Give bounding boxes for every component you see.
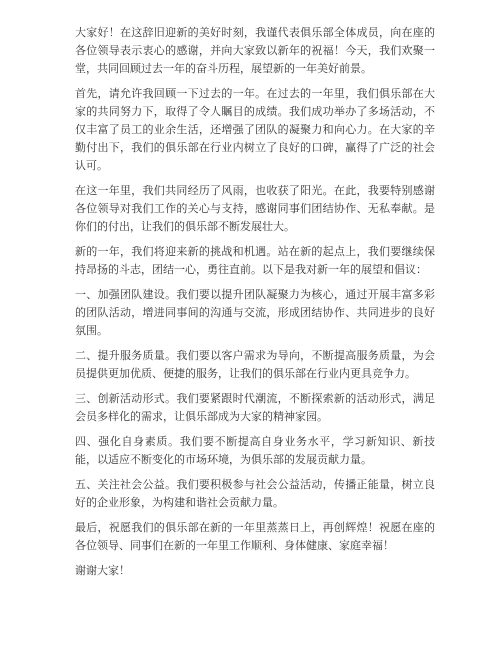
paragraph-greeting: 大家好！在这辞旧迎新的美好时刻，我谨代表俱乐部全体成员，向在座的各位领导表示衷心的感谢，并向大家致以新年的祝福！今天，我们欢聚一堂，共同回顾过去一年的奋斗历程，展望新的一年美好前景。	[75, 26, 435, 75]
paragraph-item-team: 一、加强团队建设。我们要以提升团队凝聚力为核心，通过开展丰富多彩的团队活动，增进同事间的沟通与交流，形成团结协作、共同进步的良好氛围。	[75, 288, 435, 337]
paragraph-item-quality: 四、强化自身素质。我们要不断提高自身业务水平，学习新知识、新技能，以适应不断变化的市场环境，为俱乐部的发展贡献力量。	[75, 435, 435, 466]
paragraph-item-innovation: 三、创新活动形式。我们要紧跟时代潮流，不断探索新的活动形式，满足会员多样化的需求，让俱乐部成为大家的精神家园。	[75, 392, 435, 423]
paragraph-item-service: 二、提升服务质量。我们要以客户需求为导向，不断提高服务质量，为会员提供更加优质、便捷的服务，让我们的俱乐部在行业内更具竞争力。	[75, 349, 435, 380]
paragraph-thanks: 在这一年里，我们共同经历了风雨，也收获了阳光。在此，我要特别感谢各位领导对我们工作的关心与支持，感谢同事们团结协作、无私奉献。是你们的付出，让我们的俱乐部不断发展壮大。	[75, 184, 435, 233]
paragraph-thank-you: 谢谢大家！	[75, 564, 130, 577]
paragraph-review: 首先，请允许我回顾一下过去的一年。在过去的一年里，我们俱乐部在大家的共同努力下，取得了令人瞩目的成绩。我们成功举办了多场活动，不仅丰富了员工的业余生活，还增强了团队的凝聚力和向心力。在大家的辛勤付出下，我们的俱乐部在行业内树立了良好的口碑，赢得了广泛的社会认可。	[75, 87, 435, 172]
document-body	[75, 24, 435, 587]
paragraph-item-charity: 五、关注社会公益。我们要积极参与社会公益活动，传播正能量，树立良好的企业形象，为构建和谐社会贡献力量。	[75, 478, 435, 509]
paragraph-closing-wishes: 最后，祝愿我们的俱乐部在新的一年里蒸蒸日上，再创辉煌！祝愿在座的各位领导、同事们在新的一年里工作顺利、身体健康、家庭幸福！	[75, 521, 435, 552]
paragraph-outlook-intro: 新的一年，我们将迎来新的挑战和机遇。站在新的起点上，我们要继续保持昂扬的斗志，团结一心，勇往直前。以下是我对新一年的展望和倡议：	[75, 245, 435, 276]
